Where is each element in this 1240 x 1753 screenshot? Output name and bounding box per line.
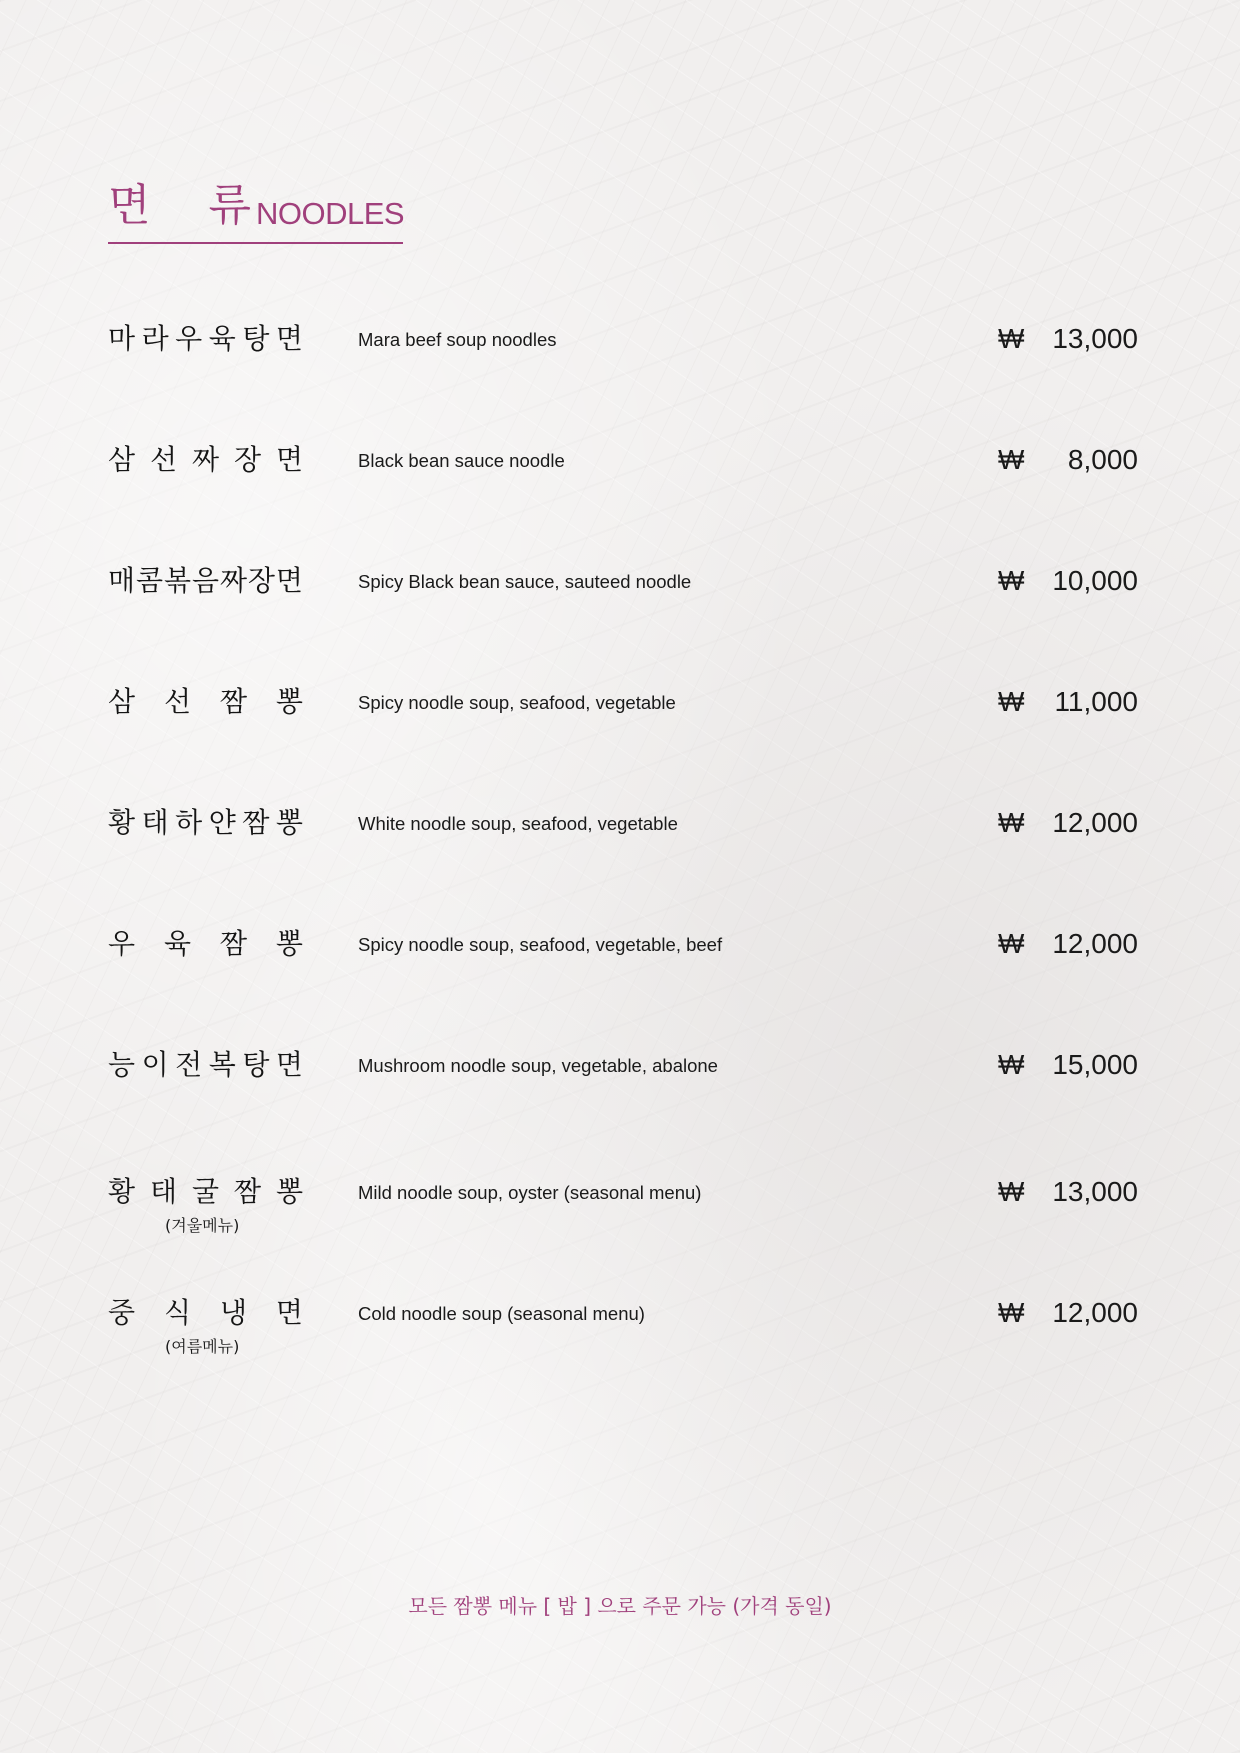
currency-symbol: ₩ (998, 1049, 1025, 1080)
name-character: 중 (108, 1296, 136, 1329)
name-character: 면 (275, 1296, 303, 1329)
name-character: 우 (175, 322, 203, 355)
menu-item (108, 1045, 1138, 1105)
name-character: 면 (275, 322, 303, 355)
menu-item-name-ko (108, 319, 303, 359)
currency-symbol: ₩ (998, 1176, 1025, 1207)
name-character: 태 (141, 806, 169, 839)
name-character: 탕 (242, 322, 270, 355)
currency-symbol: ₩ (998, 928, 1025, 959)
name-character: 짬 (219, 927, 247, 960)
price-amount: 12,000 (1052, 1297, 1138, 1328)
name-character: 짬 (219, 685, 247, 718)
currency-symbol: ₩ (998, 686, 1025, 717)
name-character: 식 (163, 1296, 192, 1329)
menu-item (108, 561, 1138, 621)
name-character: 냉 (219, 1296, 247, 1329)
currency-symbol: ₩ (998, 444, 1025, 475)
currency-symbol: ₩ (998, 565, 1025, 596)
menu-item-name-ko (108, 924, 303, 964)
section-title-en: NOODLES (256, 196, 405, 231)
name-character: 면 (275, 564, 303, 597)
price-amount: 8,000 (1067, 444, 1138, 475)
name-character: 짬 (233, 1175, 262, 1208)
menu-item-name-en: Mild noodle soup, oyster (seasonal menu) (358, 1182, 702, 1203)
menu-item-season-note: (여름메뉴) (165, 1337, 240, 1356)
name-character: 얀 (208, 806, 236, 839)
name-character: 우 (108, 927, 136, 960)
name-character: 육 (163, 927, 192, 960)
name-character: 마 (108, 322, 136, 355)
menu-item-name-en: Spicy Black bean sauce, sauteed noodle (358, 571, 692, 592)
name-character: 콤 (135, 564, 164, 597)
name-character: 이 (141, 1048, 169, 1081)
menu-item-name-en: Cold noodle soup (seasonal menu) (358, 1303, 645, 1324)
name-character: 면 (275, 1048, 303, 1081)
price-amount: 15,000 (1052, 1049, 1138, 1080)
name-character: 복 (208, 1048, 236, 1081)
name-character: 라 (141, 322, 169, 355)
price-amount: 13,000 (1052, 1176, 1138, 1207)
menu-item (108, 924, 1138, 984)
price-amount: 11,000 (1054, 686, 1138, 717)
menu-item-name-en: White noodle soup, seafood, vegetable (358, 813, 678, 834)
currency-symbol: ₩ (998, 807, 1025, 838)
name-character: 선 (163, 685, 192, 718)
name-character: 장 (247, 564, 275, 597)
menu-item-name-ko (108, 1045, 303, 1085)
menu-item (108, 1172, 1138, 1235)
price-amount: 10,000 (1052, 565, 1138, 596)
menu-item (108, 440, 1138, 500)
currency-symbol: ₩ (998, 323, 1025, 354)
name-character: 짜 (219, 564, 247, 597)
name-character: 전 (175, 1048, 203, 1081)
menu-item (108, 682, 1138, 742)
section-title-ko: 면 류 (108, 180, 273, 231)
price-amount: 12,000 (1052, 928, 1138, 959)
menu-item (108, 803, 1138, 863)
menu-item-season-note: (겨울메뉴) (165, 1216, 240, 1235)
name-character: 황 (108, 806, 136, 839)
menu-item-name-ko (108, 1172, 303, 1212)
name-character: 장 (233, 443, 262, 476)
menu-item-name-en: Black bean sauce noodle (358, 450, 565, 471)
name-character: 뽕 (275, 927, 303, 960)
menu-item-name-en: Spicy noodle soup, seafood, vegetable, beef (358, 934, 723, 955)
name-character: 선 (149, 443, 178, 476)
menu-item (108, 319, 1138, 379)
name-character: 뽕 (275, 806, 303, 839)
name-character: 탕 (242, 1048, 270, 1081)
name-character: 짬 (242, 806, 270, 839)
menu-item-name-en: Mushroom noodle soup, vegetable, abalone (358, 1055, 718, 1076)
name-character: 육 (208, 322, 236, 355)
name-character: 황 (108, 1175, 136, 1208)
name-character: 하 (175, 806, 203, 839)
name-character: 면 (275, 443, 303, 476)
name-character: 삼 (108, 685, 136, 718)
menu-item-name-ko (108, 440, 303, 480)
menu-item-name-ko (108, 682, 303, 722)
name-character: 굴 (191, 1175, 220, 1208)
menu-item-name-ko (108, 1293, 303, 1333)
menu-item (108, 1293, 1138, 1356)
name-character: 삼 (108, 443, 136, 476)
name-character: 음 (191, 564, 220, 597)
price-amount: 13,000 (1052, 323, 1138, 354)
footer-note: 모든 짬뽕 메뉴 [ 밥 ] 으로 주문 가능 (가격 동일) (408, 1594, 832, 1618)
menu-item-name-ko (108, 561, 303, 601)
name-character: 볶 (163, 564, 192, 597)
name-character: 매 (108, 564, 136, 597)
name-character: 능 (108, 1048, 136, 1081)
menu-item-name-ko (108, 803, 303, 843)
name-character: 뽕 (275, 1175, 303, 1208)
menu-item-name-en: Mara beef soup noodles (358, 329, 557, 350)
name-character: 뽕 (275, 685, 303, 718)
currency-symbol: ₩ (998, 1297, 1025, 1328)
name-character: 짜 (191, 443, 220, 476)
price-amount: 12,000 (1052, 807, 1138, 838)
section-heading (108, 178, 403, 244)
menu-item-name-en: Spicy noodle soup, seafood, vegetable (358, 692, 676, 713)
name-character: 태 (149, 1175, 178, 1208)
